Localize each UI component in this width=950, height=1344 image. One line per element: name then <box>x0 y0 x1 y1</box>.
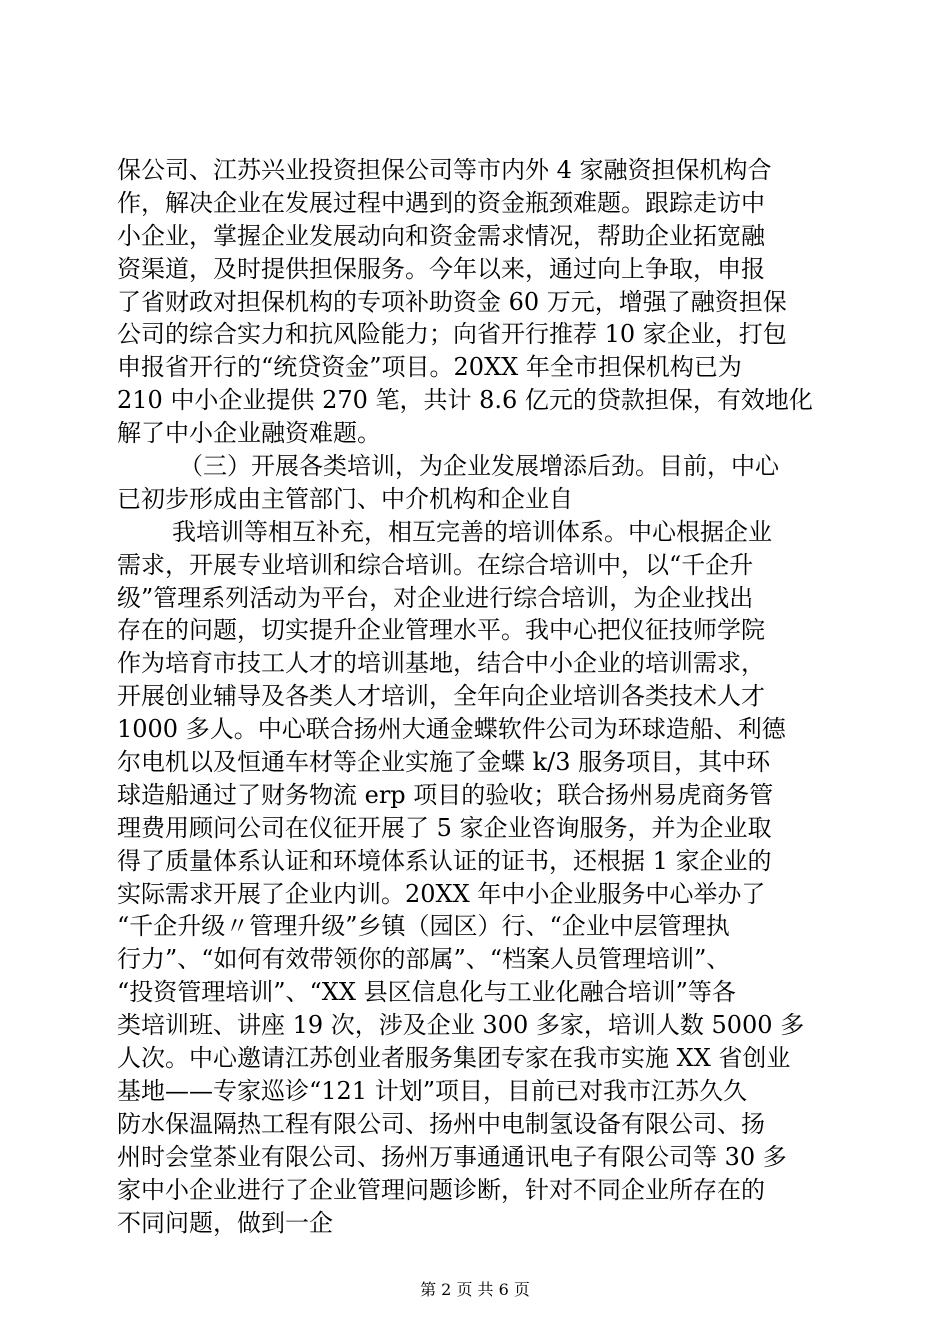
text-line: 小企业，掌握企业发展动向和资金需求情况，帮助企业拓宽融 <box>117 221 765 250</box>
text-line: 开展创业辅导及各类人才培训，全年向企业培训各类技术人才 <box>117 682 765 711</box>
text-line: 州时会堂茶业有限公司、扬州万事通通讯电子有限公司等 30 多 <box>117 1142 787 1171</box>
text-line: 实际需求开展了企业内训。20XX 年中小企业服务中心举办了 <box>117 879 766 908</box>
text-line: 不同问题，做到一企 <box>117 1208 333 1237</box>
section-heading-line: （三）开展各类培训，为企业发展增添后劲。目前，中心 <box>179 452 779 481</box>
text-line: 保公司、江苏兴业投资担保公司等市内外 4 家融资担保机构合 <box>117 156 772 184</box>
text-line: 资渠道，及时提供担保服务。今年以来，通过向上争取，申报 <box>117 254 765 283</box>
text-line: 需求，开展专业培训和综合培训。在综合培训中，以“千企升 <box>117 550 754 579</box>
text-line: 解了中小企业融资难题。 <box>117 419 381 448</box>
text-line: 作，解决企业在发展过程中遇到的资金瓶颈难题。跟踪走访中 <box>117 188 765 217</box>
text-line: 类培训班、讲座 19 次，涉及企业 300 多家，培训人数 5000 多 <box>117 1011 805 1040</box>
text-line: 已初步形成由主管部门、中介机构和企业自 <box>117 484 573 513</box>
paragraph-start-line: 我培训等相互补充，相互完善的培训体系。中心根据企业 <box>172 517 772 546</box>
text-line: 行力”、“如何有效带领你的部属”、“档案人员管理培训”、 <box>117 945 731 974</box>
text-line: 人次。中心邀请江苏创业者服务集团专家在我市实施 XX 省创业 <box>117 1044 791 1073</box>
text-line: 得了质量体系认证和环境体系认证的证书，还根据 1 家企业的 <box>117 846 772 875</box>
text-line: 存在的问题，切实提升企业管理水平。我中心把仪征技师学院 <box>117 616 765 645</box>
text-line: 基地——专家巡诊“121 计划”项目，目前已对我市江苏久久 <box>117 1076 747 1105</box>
text-line: 防水保温隔热工程有限公司、扬州中电制氢设备有限公司、扬 <box>117 1109 765 1138</box>
text-line: 球造船通过了财务物流 erp 项目的验收；联合扬州易虎商务管 <box>117 780 774 809</box>
text-line: “千企升级〃管理升级”乡镇（园区）行、“企业中层管理执 <box>117 912 730 941</box>
text-line: “投资管理培训”、“XX 县区信息化与工业化融合培训”等各 <box>117 978 736 1007</box>
text-line: 级”管理系列活动为平台，对企业进行综合培训，为企业找出 <box>117 583 754 612</box>
page-footer: 第 2 页 共 6 页 <box>420 1280 530 1299</box>
body-text <box>117 154 837 1239</box>
text-line: 理费用顾问公司在仪征开展了 5 家企业咨询服务，并为企业取 <box>117 813 772 842</box>
text-line: 公司的综合实力和抗风险能力；向省开行推荐 10 家企业，打包 <box>117 320 787 349</box>
text-line: 家中小企业进行了企业管理问题诊断，针对不同企业所存在的 <box>117 1175 765 1204</box>
text-line: 210 中小企业提供 270 笔，共计 8.6 亿元的贷款担保，有效地化 <box>117 386 813 415</box>
text-line: 1000 多人。中心联合扬州大通金蝶软件公司为环球造船、利德 <box>117 715 786 744</box>
text-line: 作为培育市技工人才的培训基地，结合中小企业的培训需求， <box>117 649 765 678</box>
text-line: 尔电机以及恒通车材等企业实施了金蝶 k/3 服务项目，其中环 <box>117 748 771 777</box>
text-line: 了省财政对担保机构的专项补助资金 60 万元，增强了融资担保 <box>117 287 787 316</box>
text-line: 申报省开行的“统贷资金”项目。20XX 年全市担保机构已为 <box>117 353 742 382</box>
